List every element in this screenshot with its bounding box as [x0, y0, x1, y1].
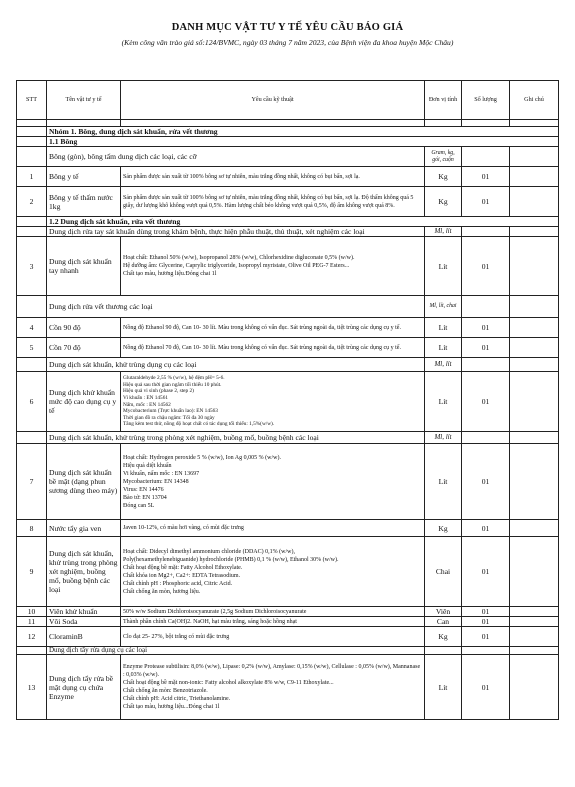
row-name: Bông y tế thấm nước 1kg [47, 187, 121, 217]
row-stt: 2 [17, 187, 47, 217]
row-unit: Chai [425, 537, 462, 607]
row-name: Cồn 90 độ [47, 318, 121, 338]
category-row [17, 296, 559, 318]
subgroup-heading: 1.2 Dung dịch sát khuẩn, rửa vết thương [47, 217, 559, 227]
category-unit: Gram, kg, gói, cuộn [425, 147, 462, 167]
table-row [17, 167, 559, 187]
row-stt: 4 [17, 318, 47, 338]
row-stt: 6 [17, 372, 47, 432]
row-unit: Kg [425, 520, 462, 537]
row-qty: 01 [462, 444, 510, 520]
table-row [17, 537, 559, 607]
category-unit: Ml, lít [425, 432, 462, 444]
row-stt: 10 [17, 607, 47, 617]
row-spec: Javen 10-12%, có màu hơi vàng, có mùi đặc trưng [121, 520, 425, 537]
row-name: CloraminB [47, 627, 121, 647]
table-row [17, 444, 559, 520]
row-stt: 7 [17, 444, 47, 520]
category-unit: Ml, lít [425, 227, 462, 237]
row-qty: 01 [462, 338, 510, 358]
table-row [17, 655, 559, 720]
subgroup-row [17, 217, 559, 227]
row-qty: 01 [462, 607, 510, 617]
subgroup-heading: 1.1 Bông [47, 137, 559, 147]
header-qty: Số lượng [462, 81, 510, 120]
row-spec: Nồng độ Ethanol 70 độ, Can 10- 30 lít. Màu trong không có vẩn đục. Sát trùng ngoài da, tiệt trùng các dụng cụ y tế. [121, 338, 425, 358]
row-stt: 8 [17, 520, 47, 537]
table-row [17, 607, 559, 617]
row-stt: 3 [17, 237, 47, 296]
row-qty: 01 [462, 167, 510, 187]
row-name: Dung dịch khử khuẩn mức độ cao dụng cụ y tế [47, 372, 121, 432]
row-spec: Sản phẩm được sản xuất từ 100% bông sơ tự nhiên, màu trắng đồng nhất, không có bụi bẩn, sợi lạ. [121, 167, 425, 187]
row-spec: Hoạt chất: Didecyl dimethyl ammonium chloride (DDAC) 0,1% (w/w), Poly(hexamethylenebiguanide) hydrochloride (PHMB) 0,1 % (w/w), Ethanol 30% (w/w). Chất hoạt động bề mặt: Fatty Alcohol Ethoxylate. Chất khóa ion Mg2+, Ca2+: EDTA Tetrasodium. Chất chỉnh pH : Phosphoric acid, Citric Acid. Chất chống ăn mòn, hương liệu. [121, 537, 425, 607]
row-qty: 01 [462, 187, 510, 217]
category-name: Dung dịch rửa vết thương các loại [47, 296, 425, 318]
row-qty: 01 [462, 537, 510, 607]
row-stt: 11 [17, 617, 47, 627]
row-stt: 1 [17, 167, 47, 187]
category-row [17, 432, 559, 444]
row-qty: 01 [462, 617, 510, 627]
table-row [17, 520, 559, 537]
row-spec: Clo đạt 25- 27%, bột trắng có mùi đặc trưng [121, 627, 425, 647]
row-spec: 50% w/w Sodium Dichloroisocyanurate (2,5g Sodium Dichloroisocyanurate [121, 607, 425, 617]
table-row [17, 372, 559, 432]
row-qty: 01 [462, 627, 510, 647]
table-row [17, 627, 559, 647]
header-spec: Yêu cầu kỹ thuật [121, 81, 425, 120]
row-unit: Lít [425, 318, 462, 338]
row-spec: Thành phần chính Ca(OH)2. NaOH, hạt màu trắng, sáng hoặc hồng nhạt [121, 617, 425, 627]
row-name: Bông y tế [47, 167, 121, 187]
row-unit: Lít [425, 237, 462, 296]
row-name: Dung dịch sát khuẩn, khử trùng trong phòng xét nghiệm, buồng mổ, buồng bệnh các loại [47, 537, 121, 607]
row-name: Nước tẩy gia ven [47, 520, 121, 537]
table-row [17, 237, 559, 296]
row-name: Cồn 70 độ [47, 338, 121, 358]
row-spec: Hoạt chất: Hydrogen peroxide 5 % (w/w), Ion Ag 0,005 % (w/w). Hiệu quả diệt khuẩn Vi khuẩn, nấm mốc : EN 13697 Mycobacterium: EN 14348 Virus: EN 14476 Bào tử: EN 13704 Đóng can 5L [121, 444, 425, 520]
row-unit: Lít [425, 372, 462, 432]
row-unit: Kg [425, 627, 462, 647]
table-header-row [17, 81, 559, 120]
row-spec: Enzyme Protease subtilisin: 8,0% (w/w), Lipase: 0,2% (w/w), Amylase: 0,15% (w/w), Cellulase : 0,05% (w/w), Mannanase : 0,03% (w/w). Chất hoạt động bề mặt non-ionic: Fatty alcohol alkoxylate 8% w/w, C9-11 Ethoxylate... Chất chống ăn mòn: Benzotriazole. Chất chỉnh pH: Acid citric, Triethanolamine. Chất tạo màu, hương liệu...Đóng chai 1l [121, 655, 425, 720]
row-qty: 01 [462, 237, 510, 296]
header-note: Ghi chú [510, 81, 559, 120]
category-name: Dung dịch sát khuẩn, khử trùng trong phòng xét nghiệm, buồng mổ, buồng bệnh các loại [47, 432, 425, 444]
row-unit: Lít [425, 338, 462, 358]
row-spec: Hoạt chất: Ethanol 50% (w/w), Isopropanol 28% (w/w), Chlorhexidine digluconate 0,5% (w/w). Hệ dưỡng ẩm: Glycerine, Caprylic triglyceride, Isopropyl myristate, Olive Oil PEG-7 Esters... Chất tạo màu, hương liệu.Đóng chai 1l [121, 237, 425, 296]
supply-table [16, 80, 559, 720]
row-stt: 13 [17, 655, 47, 720]
row-unit: Lít [425, 655, 462, 720]
header-stt: STT [17, 81, 47, 120]
row-name: Dung dịch tẩy rửa bề mặt dụng cụ chứa Enzyme [47, 655, 121, 720]
category-unit: Ml, lít [425, 358, 462, 372]
row-name: Dung dịch sát khuẩn tay nhanh [47, 237, 121, 296]
row-unit: Kg [425, 187, 462, 217]
group-heading: Nhóm 1. Bông, dung dịch sát khuẩn, rửa vết thương [47, 127, 559, 137]
row-qty: 01 [462, 318, 510, 338]
table-row [17, 338, 559, 358]
row-stt: 12 [17, 627, 47, 647]
category-row [17, 147, 559, 167]
row-unit: Kg [425, 167, 462, 187]
row-spec: Nồng độ Ethanol 90 độ, Can 10- 30 lít. Màu trong không có vẩn đục. Sát trùng ngoài da, tiệt trùng các dụng cụ y tế. [121, 318, 425, 338]
row-stt: 9 [17, 537, 47, 607]
category-name: Dung dịch tẩy rửa dụng cụ các loại [47, 647, 425, 655]
table-row [17, 617, 559, 627]
category-row [17, 358, 559, 372]
header-unit: Đơn vị tính [425, 81, 462, 120]
category-name: Dung dịch rửa tay sát khuẩn dùng trong khám bệnh, thực hiện phẫu thuật, thủ thuật, xét nghiệm các loại [47, 227, 425, 237]
row-unit: Can [425, 617, 462, 627]
header-name: Tên vật tư y tế [47, 81, 121, 120]
row-qty: 01 [462, 372, 510, 432]
table-row [17, 318, 559, 338]
row-name: Viên khử khuẩn [47, 607, 121, 617]
category-row [17, 647, 559, 655]
row-name: Dung dịch sát khuẩn bề mặt (dạng phun sương dùng theo máy) [47, 444, 121, 520]
subgroup-row [17, 137, 559, 147]
row-stt: 5 [17, 338, 47, 358]
row-spec: Glutaraldehyde 2,55 % (w/w), hệ đệm pH= 5-6. Hiệu quả sau thời gian ngâm tối thiểu 10 phút. Hiệu quả vi sinh (phase 2, step 2) Vi khuẩn : EN 14561 Nấm, mốc : EN 14562 Mycobacterium (Trực khuẩn lao): EN 14563 Thời gian đồ ra chậu ngâm: Tối đa 30 ngày Tăng kèm test thử, nồng độ hoạt chất có tác dụng tối thiểu: 1,5%(w/w). [121, 372, 425, 432]
table-row [17, 187, 559, 217]
row-name: Vôi Soda [47, 617, 121, 627]
category-name: Bông (gòn), bông tấm dung dịch các loại, các cỡ [47, 147, 425, 167]
row-spec: Sản phẩm được sản xuất từ 100% bông sơ tự nhiên, màu trắng đồng nhất, không có bụi bẩn, sợi lạ. Độ thấm không quá 5 giây, dư lượng khô không vượt quá 0,5%. Hàm lượng chất béo không vượt quá 0,5%, độ ẩm không vượt quá 8%. [121, 187, 425, 217]
group-row [17, 127, 559, 137]
category-row [17, 227, 559, 237]
category-name: Dung dịch sát khuẩn, khử trùng dụng cụ các loại [47, 358, 425, 372]
row-qty: 01 [462, 655, 510, 720]
category-unit: Ml, lít, chai [425, 296, 462, 318]
row-unit: Lít [425, 444, 462, 520]
document-title: DANH MỤC VẬT TƯ Y TẾ YÊU CẦU BÁO GIÁ [171, 22, 404, 33]
row-qty: 01 [462, 520, 510, 537]
row-unit: Viên [425, 607, 462, 617]
document-subtitle: (Kèm công văn trào giá số:124/BVMC, ngày 03 tháng 7 năm 2023, của Bệnh viện đa khoa huyện Mộc Châu) [121, 38, 454, 47]
